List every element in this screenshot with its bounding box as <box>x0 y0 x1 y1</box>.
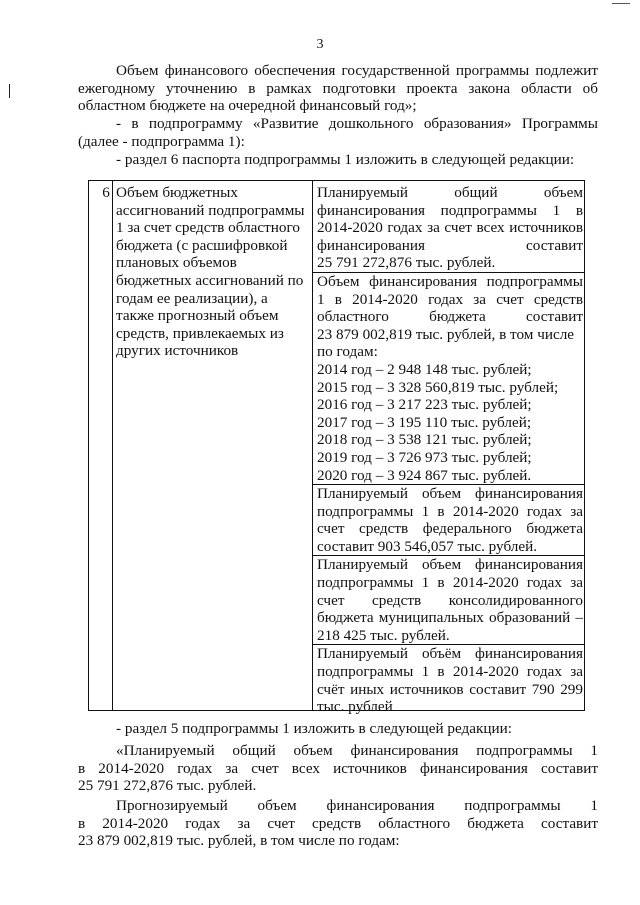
year-row: 2014 год – 2 948 148 тыс. рублей; <box>317 360 532 378</box>
year-row: 2018 год – 3 538 121 тыс. рублей; <box>317 431 532 449</box>
quote-line: «Планируемый общий объем финансирования подпрограммы 1 <box>116 742 598 759</box>
intro-line: областном бюджете на очередной финансовый год»; <box>78 97 417 115</box>
year-row: 2016 год – 3 217 223 тыс. рублей; <box>317 396 532 414</box>
intro-paragraph <box>78 62 598 115</box>
regional-financing-block: Объем финансирования подпрограммы 1 в 2014-2020 годах за счет средств областного бюджета составит 23 879 002,819 тыс. рублей, в том числе по годам: <box>317 272 583 361</box>
table-column-divider <box>112 181 113 710</box>
quote-line: 25 791 272,876 тыс. рублей. <box>78 777 257 795</box>
other-sources-block: Планируемый объём финансирования подпрограммы 1 в 2014-2020 годах за счёт иных источников составит 790 299 тыс. рублей <box>317 645 583 716</box>
intro-line: Объем финансового обеспечения государственной программы подлежит <box>116 62 598 79</box>
forecast-paragraph <box>78 797 598 850</box>
intro-line: ежегодному уточнению в рамках подготовки проекта закона области об <box>78 79 598 97</box>
subprogram-paragraph <box>78 115 598 150</box>
year-row: 2015 год – 3 328 560,819 тыс. рублей; <box>317 378 559 396</box>
table-column-divider <box>312 181 313 710</box>
total-financing-block: Планируемый общий объем финансирования подпрограммы 1 в 2014-2020 годах за счет всех источников финансирования составит 25 791 272,876 тыс. рублей. <box>317 184 583 272</box>
margin-mark <box>9 84 10 98</box>
section5-instruction: - раздел 5 подпрограммы 1 изложить в следующей редакции: <box>116 720 512 737</box>
year-row: 2019 год – 3 726 973 тыс. рублей; <box>317 448 532 466</box>
page-number: 3 <box>316 37 324 52</box>
section6-instruction: - раздел 6 паспорта подпрограммы 1 изложить в следующей редакции: <box>116 151 575 168</box>
subprogram-line: - в подпрограмму «Развитие дошкольного образования» Программы <box>116 115 598 132</box>
section5-quote <box>78 742 598 795</box>
federal-financing-block: Планируемый объем финансирования подпрограммы 1 в 2014-2020 годах за счет средств федерального бюджета составит 903 546,057 тыс. рублей. <box>317 485 583 555</box>
forecast-line: Прогнозируемый объем финансирования подпрограммы 1 <box>116 797 598 814</box>
forecast-line: 23 879 002,819 тыс. рублей, в том числе по годам: <box>78 832 400 850</box>
forecast-line: в 2014-2020 годах за счет средств областного бюджета составит <box>78 814 598 832</box>
municipal-financing-block: Планируемый объем финансирования подпрограммы 1 в 2014-2020 годах за счет средств консолидированного бюджета муниципальных образований – 218 425 тыс. рублей. <box>317 556 583 644</box>
passport-table <box>88 180 585 716</box>
table-row-number: 6 <box>102 184 110 201</box>
table-label-cell: Объем бюджетных ассигнований подпрограммы 1 за счет средств областного бюджета (с расшифровкой плановых объемов бюджетных ассигнований по годам ее реализации), а также прогнозный объем средств, привлекаемых из других источников <box>116 184 305 360</box>
quote-line: в 2014-2020 годах за счет всех источников финансирования составит <box>78 759 598 777</box>
year-row: 2017 год – 3 195 110 тыс. рублей; <box>317 413 532 431</box>
table-value-cell <box>317 184 583 716</box>
subprogram-line: (далее - подпрограмма 1): <box>78 132 245 150</box>
scan-mark-top <box>612 3 630 4</box>
year-row: 2020 год – 3 924 867 тыс. рублей. <box>317 466 532 484</box>
yearly-breakdown <box>317 361 583 484</box>
